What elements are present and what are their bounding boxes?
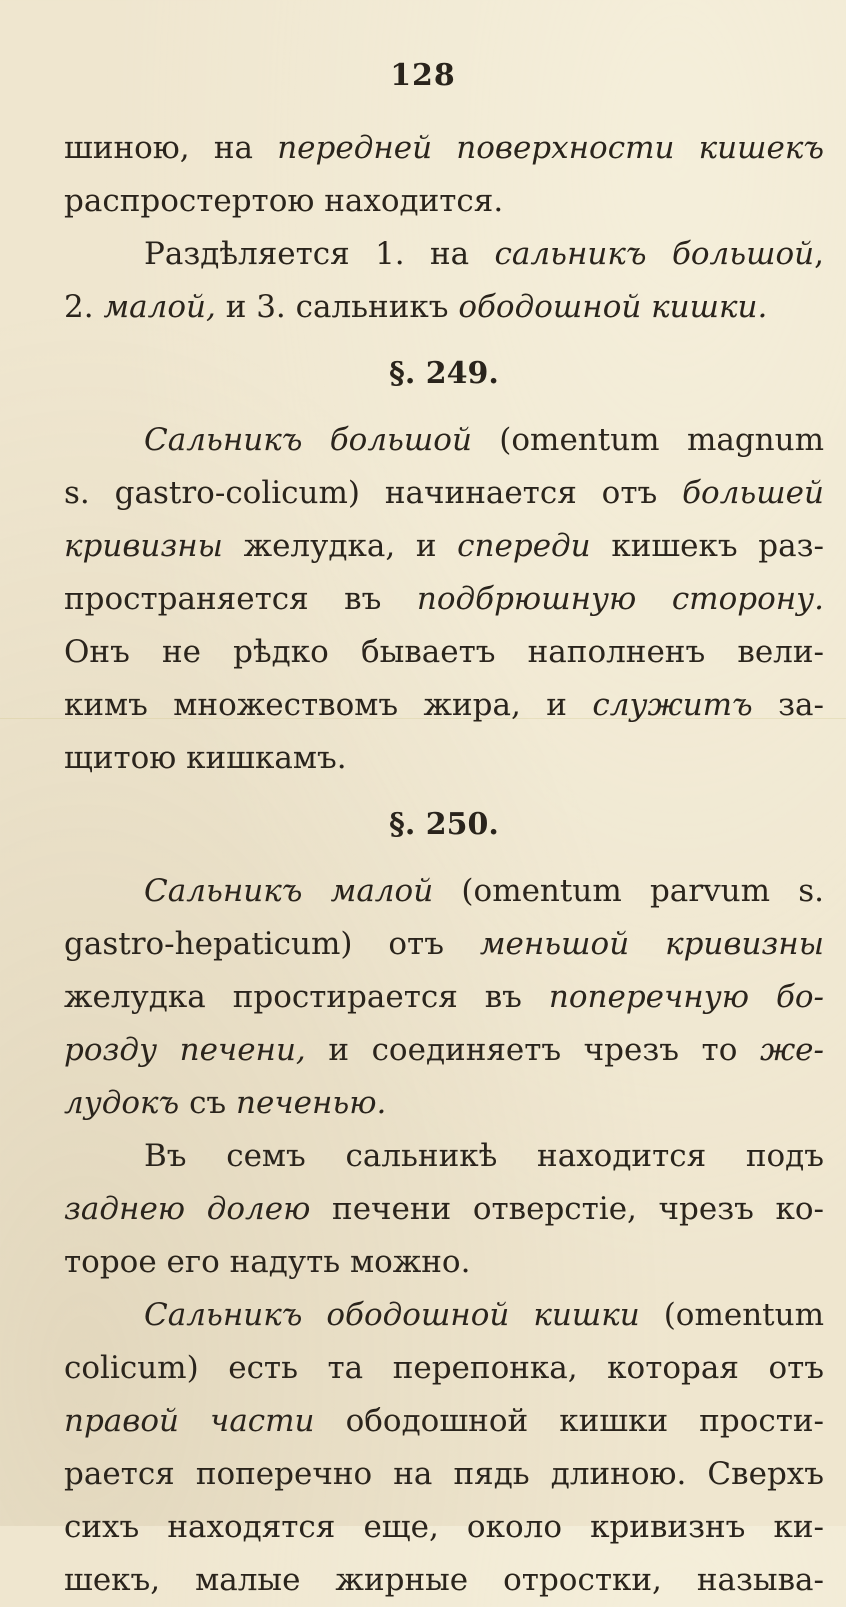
text-line: распростертою находится. <box>64 183 504 219</box>
text-line: Сальникъ малой (omentum parvum s. <box>144 873 824 909</box>
text-line: шиною, на передней поверхности кишекъ <box>64 130 824 166</box>
text-line: торое его надуть можно. <box>64 1244 471 1280</box>
text-line: colicum) есть та перепонка, которая отъ <box>64 1350 824 1386</box>
text-line: gastro-hepaticum) отъ меньшой кривизны <box>64 926 824 962</box>
text-line: 2. малой, и 3. сальникъ ободошной кишки. <box>64 289 768 325</box>
section-heading-249: §. 249. <box>389 356 499 391</box>
text-line: лудокъ съ печенью. <box>64 1085 387 1121</box>
section-heading-250: §. 250. <box>389 807 499 842</box>
text-line: Сальникъ большой (omentum magnum <box>144 422 824 458</box>
text-line: Раздѣляется 1. на сальникъ большой, <box>144 236 824 272</box>
text-line: Сальникъ ободошной кишки (omentum <box>144 1297 824 1333</box>
text-line: заднею долею печени отверстіе, чрезъ ко- <box>64 1191 824 1227</box>
text-line: s. gastro-colicum) начинается отъ большей <box>64 475 824 511</box>
text-line: щитою кишкамъ. <box>64 740 347 776</box>
text-line: кривизны желудка, и спереди кишекъ раз- <box>64 528 824 564</box>
text-line: шекъ, малые жирные отростки, называ- <box>64 1562 824 1598</box>
text-line: желудка простирается въ поперечную бо- <box>64 979 824 1015</box>
text-line: Онъ не рѣдко бываетъ наполненъ вели- <box>64 634 824 670</box>
text-line: кимъ множествомъ жира, и служитъ за- <box>64 687 825 723</box>
page-text <box>64 122 824 1607</box>
text-line: правой части ободошной кишки прости- <box>64 1403 824 1439</box>
text-line: рается поперечно на пядь длиною. Сверхъ <box>64 1456 824 1492</box>
text-line: розду печени, и соединяетъ чрезъ то же- <box>64 1032 824 1068</box>
page-number: 128 <box>390 58 456 93</box>
text-line: пространяется въ подбрюшную сторону. <box>64 581 824 617</box>
text-line: Въ семъ сальникѣ находится подъ <box>144 1138 824 1174</box>
text-line: сихъ находятся еще, около кривизнъ ки- <box>64 1509 824 1545</box>
